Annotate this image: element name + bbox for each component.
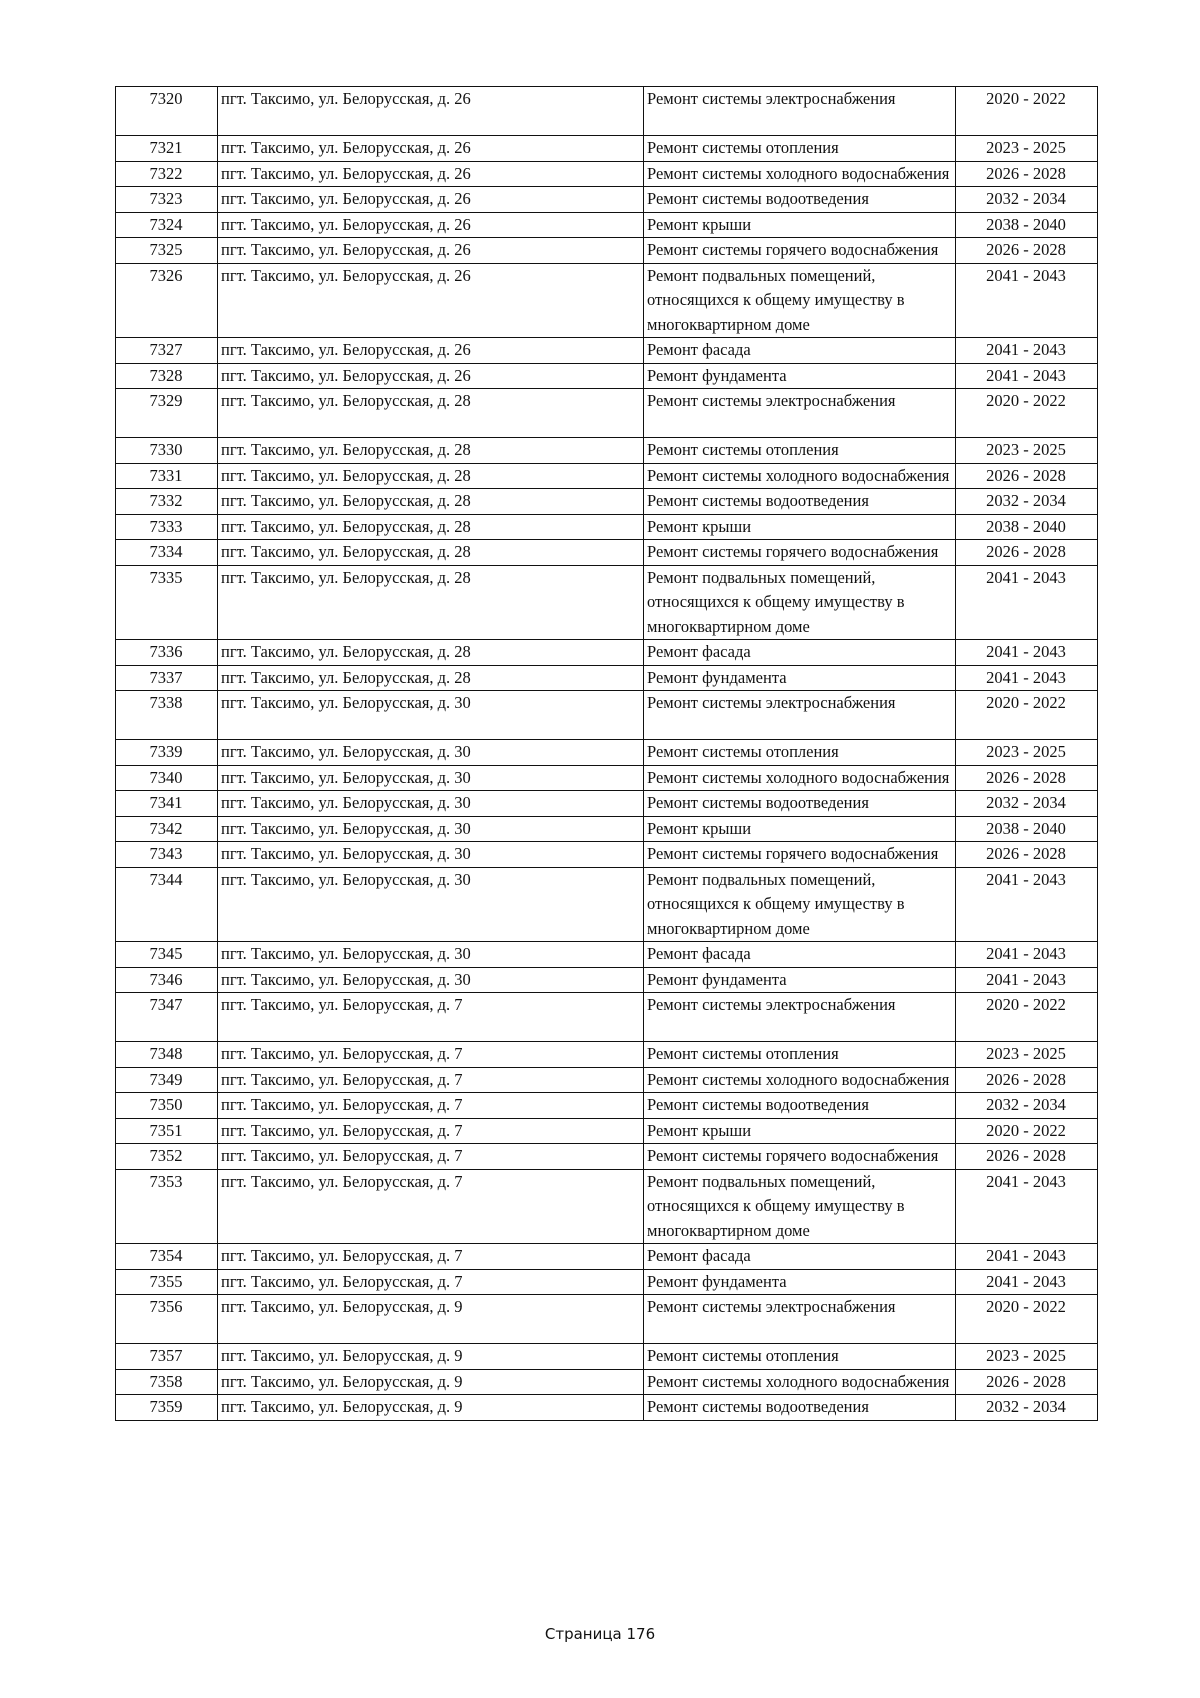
table-row xyxy=(116,691,1098,740)
address-cell: пгт. Таксимо, ул. Белорусская, д. 28 xyxy=(218,389,644,438)
table-row xyxy=(116,1244,1098,1270)
table-row xyxy=(116,463,1098,489)
row-number-cell: 7324 xyxy=(116,212,218,238)
table-row xyxy=(116,389,1098,438)
row-number-cell: 7358 xyxy=(116,1369,218,1395)
row-number-cell: 7337 xyxy=(116,665,218,691)
repair-schedule-table xyxy=(115,86,1098,1421)
row-number-cell: 7346 xyxy=(116,967,218,993)
table-row xyxy=(116,263,1098,338)
work-type-cell: Ремонт подвальных помещений, относящихся к общему имуществу в многоквартирном доме xyxy=(644,263,956,338)
period-cell: 2032 - 2034 xyxy=(956,791,1098,817)
table-row xyxy=(116,765,1098,791)
address-cell: пгт. Таксимо, ул. Белорусская, д. 30 xyxy=(218,967,644,993)
table-row xyxy=(116,1118,1098,1144)
work-type-cell: Ремонт системы водоотведения xyxy=(644,1093,956,1119)
table-row xyxy=(116,993,1098,1042)
row-number-cell: 7325 xyxy=(116,238,218,264)
work-type-cell: Ремонт подвальных помещений, относящихся к общему имуществу в многоквартирном доме xyxy=(644,867,956,942)
work-type-cell: Ремонт системы отопления xyxy=(644,438,956,464)
row-number-cell: 7329 xyxy=(116,389,218,438)
table-row xyxy=(116,1144,1098,1170)
work-type-cell: Ремонт системы холодного водоснабжения xyxy=(644,161,956,187)
period-cell: 2041 - 2043 xyxy=(956,1244,1098,1270)
period-cell: 2041 - 2043 xyxy=(956,263,1098,338)
address-cell: пгт. Таксимо, ул. Белорусская, д. 26 xyxy=(218,136,644,162)
period-cell: 2020 - 2022 xyxy=(956,87,1098,136)
table-row xyxy=(116,867,1098,942)
table-row xyxy=(116,842,1098,868)
table-row xyxy=(116,212,1098,238)
period-cell: 2041 - 2043 xyxy=(956,942,1098,968)
address-cell: пгт. Таксимо, ул. Белорусская, д. 7 xyxy=(218,1269,644,1295)
address-cell: пгт. Таксимо, ул. Белорусская, д. 28 xyxy=(218,565,644,640)
period-cell: 2032 - 2034 xyxy=(956,187,1098,213)
address-cell: пгт. Таксимо, ул. Белорусская, д. 26 xyxy=(218,161,644,187)
page-number: Страница 176 xyxy=(544,1625,656,1643)
work-type-cell: Ремонт крыши xyxy=(644,212,956,238)
work-type-cell: Ремонт фасада xyxy=(644,942,956,968)
work-type-cell: Ремонт подвальных помещений, относящихся к общему имуществу в многоквартирном доме xyxy=(644,565,956,640)
address-cell: пгт. Таксимо, ул. Белорусская, д. 28 xyxy=(218,665,644,691)
table-row xyxy=(116,1344,1098,1370)
period-cell: 2041 - 2043 xyxy=(956,338,1098,364)
address-cell: пгт. Таксимо, ул. Белорусская, д. 28 xyxy=(218,540,644,566)
period-cell: 2023 - 2025 xyxy=(956,1042,1098,1068)
table-row xyxy=(116,489,1098,515)
address-cell: пгт. Таксимо, ул. Белорусская, д. 26 xyxy=(218,363,644,389)
row-number-cell: 7326 xyxy=(116,263,218,338)
work-type-cell: Ремонт системы горячего водоснабжения xyxy=(644,842,956,868)
row-number-cell: 7354 xyxy=(116,1244,218,1270)
address-cell: пгт. Таксимо, ул. Белорусская, д. 9 xyxy=(218,1369,644,1395)
row-number-cell: 7327 xyxy=(116,338,218,364)
table-row xyxy=(116,161,1098,187)
row-number-cell: 7356 xyxy=(116,1295,218,1344)
period-cell: 2041 - 2043 xyxy=(956,565,1098,640)
row-number-cell: 7323 xyxy=(116,187,218,213)
row-number-cell: 7332 xyxy=(116,489,218,515)
period-cell: 2026 - 2028 xyxy=(956,1369,1098,1395)
work-type-cell: Ремонт системы холодного водоснабжения xyxy=(644,765,956,791)
work-type-cell: Ремонт системы электроснабжения xyxy=(644,389,956,438)
row-number-cell: 7336 xyxy=(116,640,218,666)
row-number-cell: 7344 xyxy=(116,867,218,942)
work-type-cell: Ремонт системы электроснабжения xyxy=(644,87,956,136)
address-cell: пгт. Таксимо, ул. Белорусская, д. 30 xyxy=(218,867,644,942)
table-row xyxy=(116,1295,1098,1344)
period-cell: 2026 - 2028 xyxy=(956,765,1098,791)
address-cell: пгт. Таксимо, ул. Белорусская, д. 28 xyxy=(218,489,644,515)
address-cell: пгт. Таксимо, ул. Белорусская, д. 7 xyxy=(218,1118,644,1144)
period-cell: 2020 - 2022 xyxy=(956,691,1098,740)
work-type-cell: Ремонт системы холодного водоснабжения xyxy=(644,1369,956,1395)
table-row xyxy=(116,791,1098,817)
table-row xyxy=(116,640,1098,666)
work-type-cell: Ремонт фундамента xyxy=(644,1269,956,1295)
address-cell: пгт. Таксимо, ул. Белорусская, д. 7 xyxy=(218,1067,644,1093)
period-cell: 2023 - 2025 xyxy=(956,136,1098,162)
period-cell: 2038 - 2040 xyxy=(956,212,1098,238)
row-number-cell: 7347 xyxy=(116,993,218,1042)
row-number-cell: 7321 xyxy=(116,136,218,162)
period-cell: 2041 - 2043 xyxy=(956,967,1098,993)
work-type-cell: Ремонт системы водоотведения xyxy=(644,791,956,817)
period-cell: 2038 - 2040 xyxy=(956,816,1098,842)
address-cell: пгт. Таксимо, ул. Белорусская, д. 26 xyxy=(218,338,644,364)
row-number-cell: 7338 xyxy=(116,691,218,740)
row-number-cell: 7330 xyxy=(116,438,218,464)
address-cell: пгт. Таксимо, ул. Белорусская, д. 7 xyxy=(218,1042,644,1068)
address-cell: пгт. Таксимо, ул. Белорусская, д. 26 xyxy=(218,263,644,338)
address-cell: пгт. Таксимо, ул. Белорусская, д. 7 xyxy=(218,1144,644,1170)
period-cell: 2026 - 2028 xyxy=(956,238,1098,264)
row-number-cell: 7350 xyxy=(116,1093,218,1119)
work-type-cell: Ремонт системы холодного водоснабжения xyxy=(644,1067,956,1093)
address-cell: пгт. Таксимо, ул. Белорусская, д. 7 xyxy=(218,1244,644,1270)
work-type-cell: Ремонт фасада xyxy=(644,338,956,364)
period-cell: 2020 - 2022 xyxy=(956,1118,1098,1144)
work-type-cell: Ремонт фасада xyxy=(644,1244,956,1270)
table-row xyxy=(116,967,1098,993)
address-cell: пгт. Таксимо, ул. Белорусская, д. 30 xyxy=(218,791,644,817)
table-row xyxy=(116,665,1098,691)
period-cell: 2041 - 2043 xyxy=(956,640,1098,666)
address-cell: пгт. Таксимо, ул. Белорусская, д. 28 xyxy=(218,640,644,666)
period-cell: 2026 - 2028 xyxy=(956,1067,1098,1093)
row-number-cell: 7340 xyxy=(116,765,218,791)
work-type-cell: Ремонт подвальных помещений, относящихся к общему имуществу в многоквартирном доме xyxy=(644,1169,956,1244)
address-cell: пгт. Таксимо, ул. Белорусская, д. 26 xyxy=(218,212,644,238)
row-number-cell: 7333 xyxy=(116,514,218,540)
work-type-cell: Ремонт системы горячего водоснабжения xyxy=(644,1144,956,1170)
work-type-cell: Ремонт фундамента xyxy=(644,665,956,691)
table-row xyxy=(116,338,1098,364)
period-cell: 2041 - 2043 xyxy=(956,1269,1098,1295)
period-cell: 2023 - 2025 xyxy=(956,438,1098,464)
table-row xyxy=(116,565,1098,640)
address-cell: пгт. Таксимо, ул. Белорусская, д. 9 xyxy=(218,1295,644,1344)
row-number-cell: 7352 xyxy=(116,1144,218,1170)
work-type-cell: Ремонт системы электроснабжения xyxy=(644,993,956,1042)
row-number-cell: 7342 xyxy=(116,816,218,842)
period-cell: 2041 - 2043 xyxy=(956,363,1098,389)
row-number-cell: 7353 xyxy=(116,1169,218,1244)
period-cell: 2038 - 2040 xyxy=(956,514,1098,540)
table-row xyxy=(116,136,1098,162)
work-type-cell: Ремонт системы отопления xyxy=(644,1042,956,1068)
period-cell: 2023 - 2025 xyxy=(956,1344,1098,1370)
period-cell: 2026 - 2028 xyxy=(956,463,1098,489)
period-cell: 2026 - 2028 xyxy=(956,161,1098,187)
work-type-cell: Ремонт крыши xyxy=(644,1118,956,1144)
address-cell: пгт. Таксимо, ул. Белорусская, д. 26 xyxy=(218,238,644,264)
table-row xyxy=(116,1093,1098,1119)
row-number-cell: 7339 xyxy=(116,740,218,766)
work-type-cell: Ремонт крыши xyxy=(644,816,956,842)
address-cell: пгт. Таксимо, ул. Белорусская, д. 28 xyxy=(218,514,644,540)
table-row xyxy=(116,1369,1098,1395)
row-number-cell: 7359 xyxy=(116,1395,218,1421)
work-type-cell: Ремонт системы холодного водоснабжения xyxy=(644,463,956,489)
work-type-cell: Ремонт системы отопления xyxy=(644,1344,956,1370)
table-row xyxy=(116,1169,1098,1244)
work-type-cell: Ремонт крыши xyxy=(644,514,956,540)
address-cell: пгт. Таксимо, ул. Белорусская, д. 30 xyxy=(218,942,644,968)
work-type-cell: Ремонт системы водоотведения xyxy=(644,1395,956,1421)
table-body xyxy=(116,87,1098,1421)
period-cell: 2041 - 2043 xyxy=(956,867,1098,942)
address-cell: пгт. Таксимо, ул. Белорусская, д. 7 xyxy=(218,1093,644,1119)
address-cell: пгт. Таксимо, ул. Белорусская, д. 30 xyxy=(218,765,644,791)
work-type-cell: Ремонт фундамента xyxy=(644,967,956,993)
work-type-cell: Ремонт системы электроснабжения xyxy=(644,691,956,740)
address-cell: пгт. Таксимо, ул. Белорусская, д. 28 xyxy=(218,438,644,464)
period-cell: 2041 - 2043 xyxy=(956,665,1098,691)
table-row xyxy=(116,740,1098,766)
row-number-cell: 7355 xyxy=(116,1269,218,1295)
address-cell: пгт. Таксимо, ул. Белорусская, д. 7 xyxy=(218,993,644,1042)
address-cell: пгт. Таксимо, ул. Белорусская, д. 30 xyxy=(218,842,644,868)
table-row xyxy=(116,187,1098,213)
period-cell: 2023 - 2025 xyxy=(956,740,1098,766)
row-number-cell: 7334 xyxy=(116,540,218,566)
work-type-cell: Ремонт системы горячего водоснабжения xyxy=(644,540,956,566)
period-cell: 2020 - 2022 xyxy=(956,993,1098,1042)
period-cell: 2026 - 2028 xyxy=(956,1144,1098,1170)
address-cell: пгт. Таксимо, ул. Белорусская, д. 26 xyxy=(218,87,644,136)
table-row xyxy=(116,238,1098,264)
table-row xyxy=(116,942,1098,968)
table-row xyxy=(116,1042,1098,1068)
table-row xyxy=(116,816,1098,842)
table-row xyxy=(116,514,1098,540)
address-cell: пгт. Таксимо, ул. Белорусская, д. 30 xyxy=(218,691,644,740)
address-cell: пгт. Таксимо, ул. Белорусская, д. 9 xyxy=(218,1395,644,1421)
period-cell: 2032 - 2034 xyxy=(956,1093,1098,1119)
row-number-cell: 7322 xyxy=(116,161,218,187)
row-number-cell: 7345 xyxy=(116,942,218,968)
table-row xyxy=(116,540,1098,566)
table-row xyxy=(116,1067,1098,1093)
table-row xyxy=(116,1395,1098,1421)
period-cell: 2032 - 2034 xyxy=(956,489,1098,515)
work-type-cell: Ремонт системы водоотведения xyxy=(644,489,956,515)
work-type-cell: Ремонт системы электроснабжения xyxy=(644,1295,956,1344)
work-type-cell: Ремонт системы водоотведения xyxy=(644,187,956,213)
address-cell: пгт. Таксимо, ул. Белорусская, д. 7 xyxy=(218,1169,644,1244)
row-number-cell: 7351 xyxy=(116,1118,218,1144)
row-number-cell: 7349 xyxy=(116,1067,218,1093)
period-cell: 2026 - 2028 xyxy=(956,540,1098,566)
address-cell: пгт. Таксимо, ул. Белорусская, д. 28 xyxy=(218,463,644,489)
address-cell: пгт. Таксимо, ул. Белорусская, д. 26 xyxy=(218,187,644,213)
row-number-cell: 7341 xyxy=(116,791,218,817)
row-number-cell: 7328 xyxy=(116,363,218,389)
row-number-cell: 7357 xyxy=(116,1344,218,1370)
work-type-cell: Ремонт фасада xyxy=(644,640,956,666)
work-type-cell: Ремонт системы отопления xyxy=(644,136,956,162)
row-number-cell: 7331 xyxy=(116,463,218,489)
work-type-cell: Ремонт фундамента xyxy=(644,363,956,389)
period-cell: 2026 - 2028 xyxy=(956,842,1098,868)
table-row xyxy=(116,1269,1098,1295)
period-cell: 2041 - 2043 xyxy=(956,1169,1098,1244)
address-cell: пгт. Таксимо, ул. Белорусская, д. 30 xyxy=(218,816,644,842)
table-row xyxy=(116,363,1098,389)
work-type-cell: Ремонт системы горячего водоснабжения xyxy=(644,238,956,264)
period-cell: 2020 - 2022 xyxy=(956,1295,1098,1344)
address-cell: пгт. Таксимо, ул. Белорусская, д. 9 xyxy=(218,1344,644,1370)
address-cell: пгт. Таксимо, ул. Белорусская, д. 30 xyxy=(218,740,644,766)
work-type-cell: Ремонт системы отопления xyxy=(644,740,956,766)
period-cell: 2020 - 2022 xyxy=(956,389,1098,438)
table-row xyxy=(116,438,1098,464)
row-number-cell: 7335 xyxy=(116,565,218,640)
row-number-cell: 7343 xyxy=(116,842,218,868)
table-row xyxy=(116,87,1098,136)
period-cell: 2032 - 2034 xyxy=(956,1395,1098,1421)
row-number-cell: 7348 xyxy=(116,1042,218,1068)
row-number-cell: 7320 xyxy=(116,87,218,136)
